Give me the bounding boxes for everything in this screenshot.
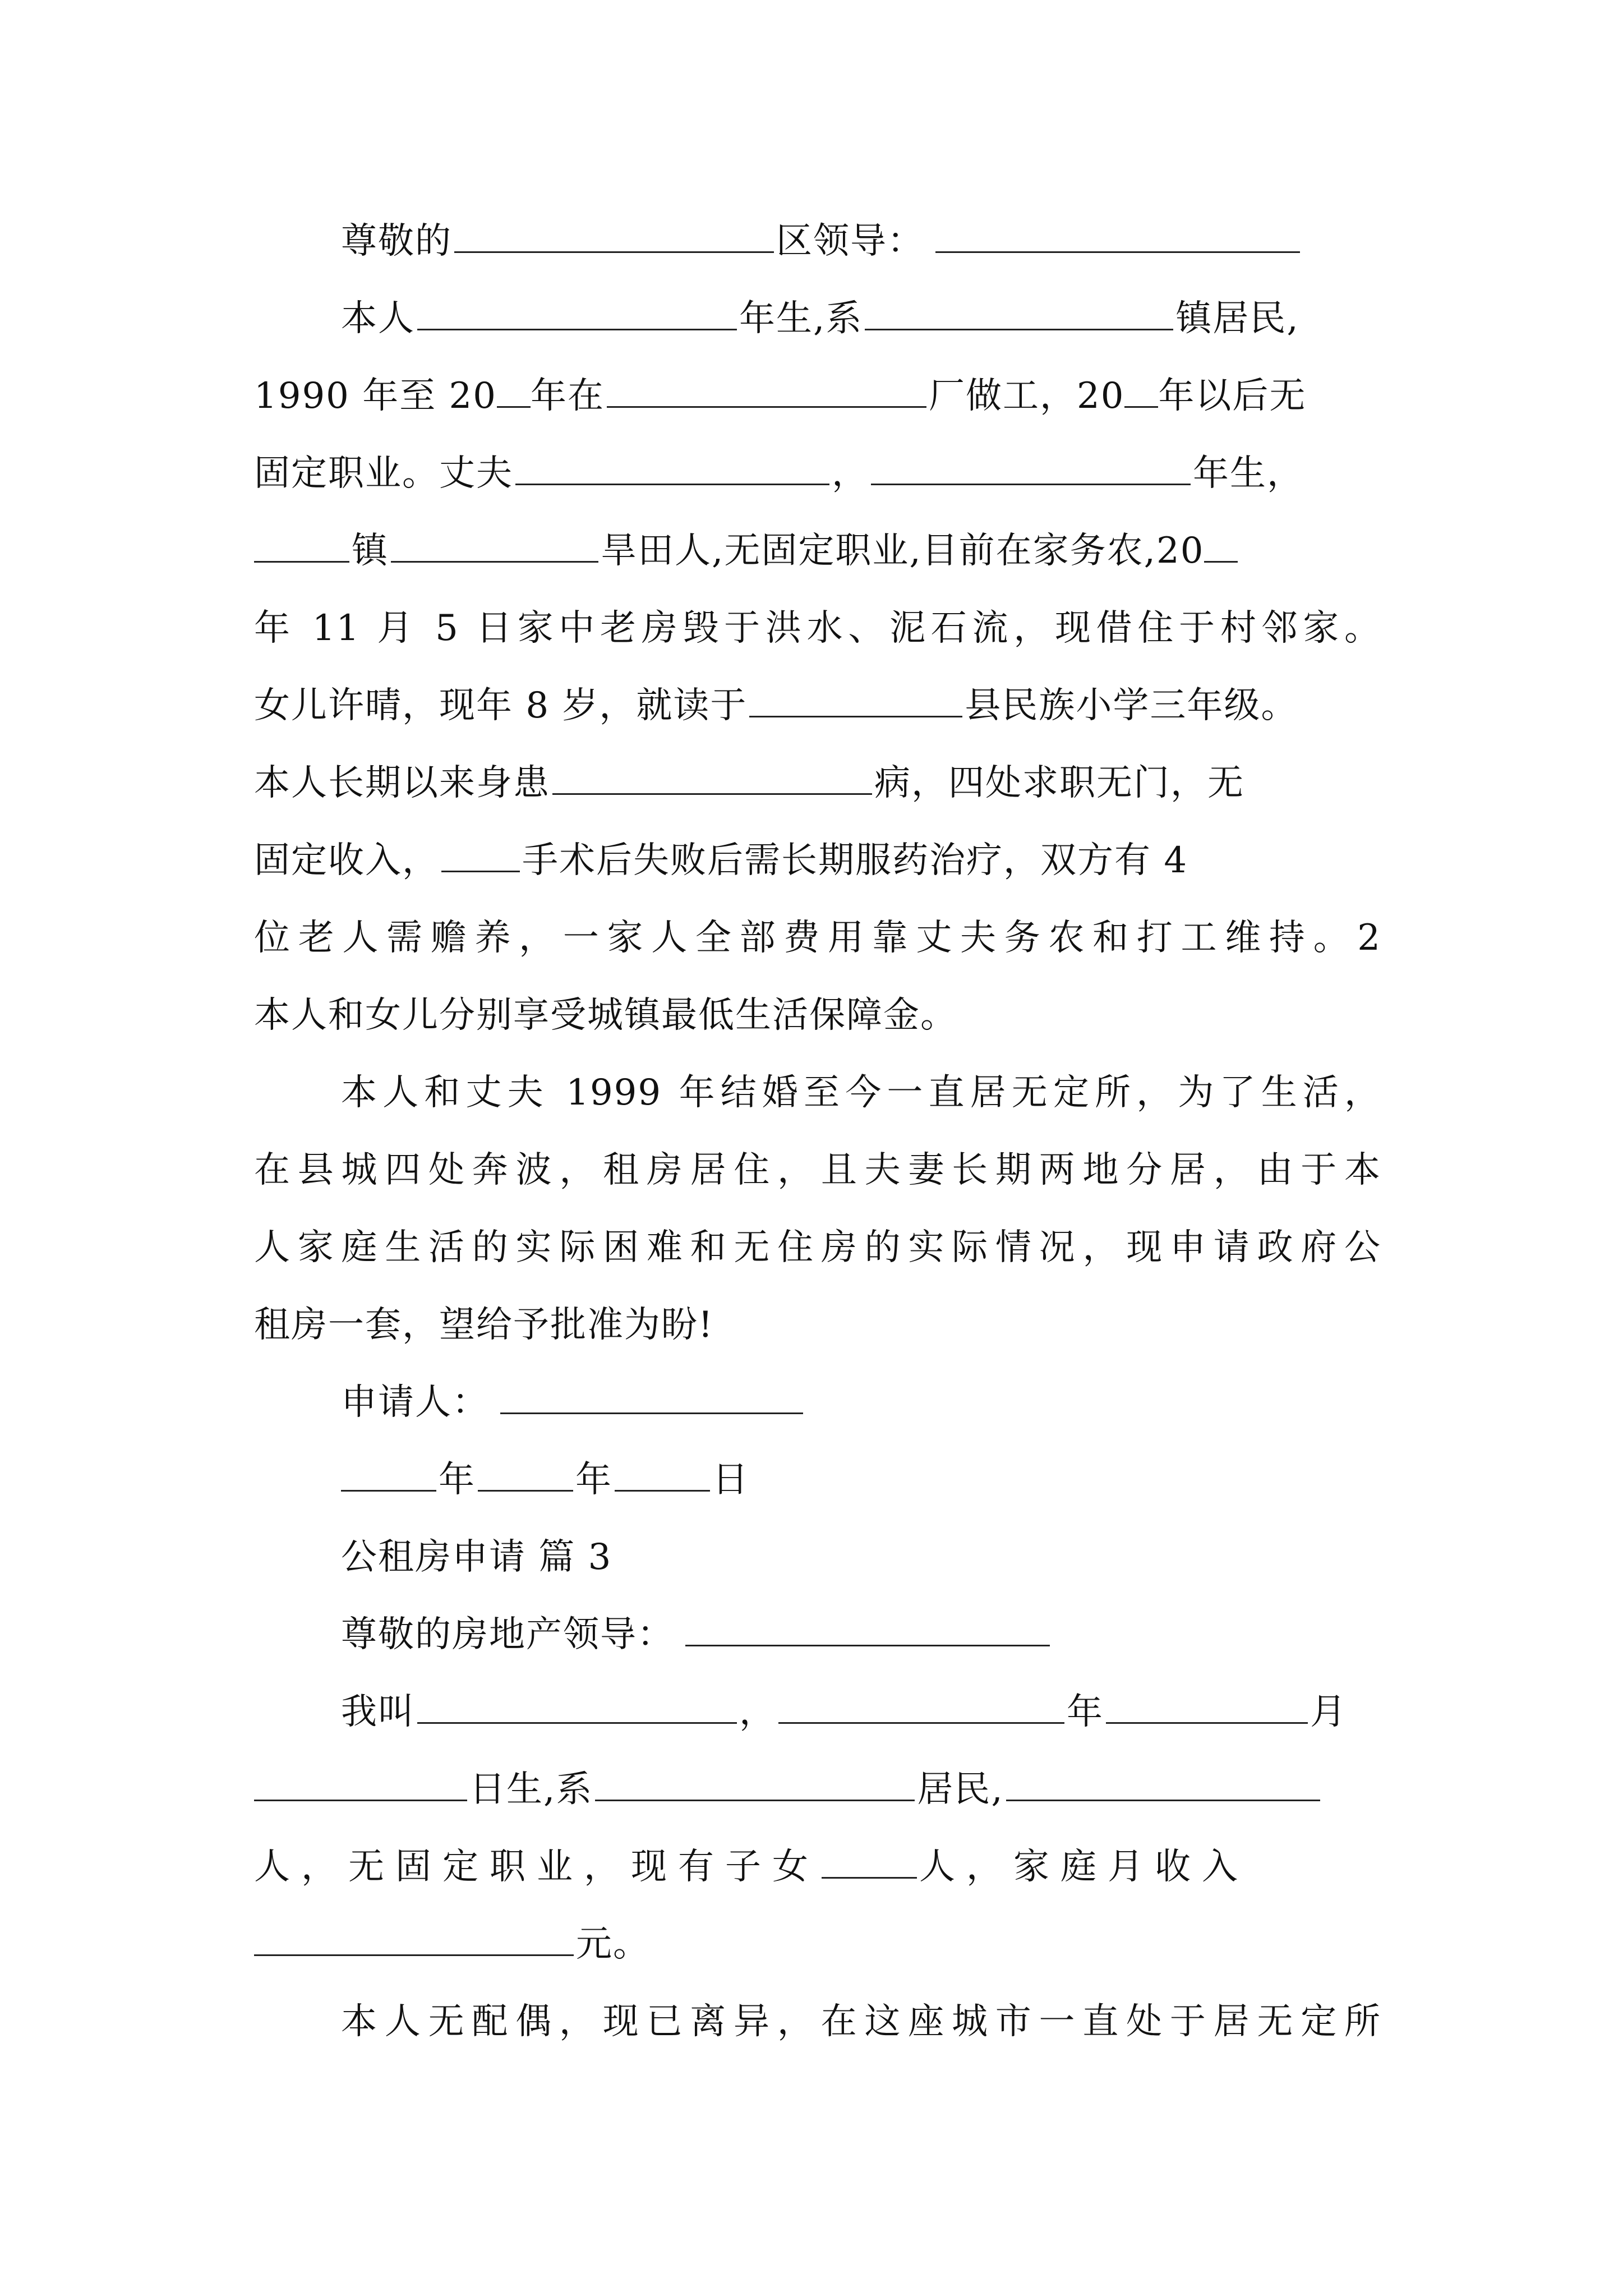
blank-town[interactable] (865, 301, 1173, 330)
para-line: 本人和丈夫 1999 年结婚至今一直居无定所，为了生活， (341, 1072, 1381, 1114)
para-line: 元。 (254, 1916, 1381, 1972)
blank-residence[interactable] (595, 1772, 915, 1801)
blank-birth-year[interactable] (778, 1694, 1064, 1724)
blank-birth-year[interactable] (417, 301, 737, 330)
para-line: 本人 年生,系 镇居民, (341, 298, 1299, 339)
applicant-line: 申请人： (341, 1374, 1468, 1430)
para-line: 年 11 月 5 日家中老房毁于洪水、泥石流，现借住于村邻家。 (254, 608, 1381, 649)
date-line: 年 年 日 (341, 1452, 1468, 1508)
blank-short[interactable] (254, 533, 349, 563)
blank-short[interactable] (441, 843, 520, 872)
blank-leader[interactable] (935, 223, 1300, 253)
blank-husband-birth[interactable] (871, 455, 1191, 485)
blank-husband-name[interactable] (515, 455, 829, 485)
blank-year-short[interactable] (497, 378, 531, 408)
para-line: 租房一套，望给予批准为盼! (254, 1304, 714, 1346)
blank-date-part[interactable] (615, 1462, 710, 1492)
para-line: 固定职业。丈夫 ， 年生， (254, 453, 1304, 494)
para-line: 位老人需赡养，一家人全部费用靠丈夫务农和打工维持。2 (254, 917, 1381, 959)
blank-district[interactable] (454, 223, 774, 253)
blank-children[interactable] (822, 1849, 917, 1879)
blank-applicant[interactable] (500, 1384, 803, 1414)
section-title: 公租房申请 篇 3 (341, 1536, 612, 1578)
para-line: 1990 年至 20 年在 厂做工，20 年以后无 (254, 375, 1307, 417)
blank-birth-day[interactable] (254, 1772, 467, 1801)
blank-factory[interactable] (607, 378, 926, 408)
para-line: 女儿许晴，现年 8 岁，就读于 县民族小学三年级。 (254, 685, 1298, 726)
blank-leader[interactable] (685, 1617, 1050, 1646)
blank-year-short[interactable] (1204, 533, 1238, 563)
para-line: 人家庭生活的实际困难和无住房的实际情况，现申请政府公 (254, 1227, 1381, 1268)
blank-disease[interactable] (552, 765, 872, 795)
blank-date-part[interactable] (478, 1462, 573, 1492)
para-line: 固定收入， 手术后失败后需长期服药治疗，双方有 4 (254, 840, 1188, 881)
para-line: 镇 旱田人,无固定职业,目前在家务农,20 (254, 523, 1381, 579)
blank-name[interactable] (417, 1694, 737, 1724)
blank-village[interactable] (391, 533, 598, 563)
salutation-line: 尊敬的房地产领导： (341, 1607, 1468, 1663)
blank-year-short[interactable] (1124, 378, 1158, 408)
para-line: 人，无固定职业，现有子女 人，家庭月收入 (254, 1846, 1249, 1888)
para-line: 在县城四处奔波，租房居住，且夫妻长期两地分居，由于本 (254, 1149, 1381, 1191)
blank-origin[interactable] (1006, 1772, 1320, 1801)
blank-birth-month[interactable] (1106, 1694, 1308, 1724)
salutation-line: 尊敬的 区领导： (341, 213, 1468, 269)
para-line: 我叫 ， 年 月 (341, 1691, 1347, 1733)
para-line: 日生,系 居民, (254, 1761, 1381, 1818)
para-line: 本人和女儿分别享受城镇最低生活保障金。 (254, 995, 957, 1036)
blank-income[interactable] (254, 1926, 574, 1956)
blank-date-part[interactable] (341, 1462, 436, 1492)
para-line: 本人无配偶，现已离异，在这座城市一直处于居无定所 (341, 2001, 1381, 2042)
blank-county[interactable] (749, 688, 962, 717)
para-line: 本人长期以来身患 病，四处求职无门，无 (254, 762, 1244, 804)
